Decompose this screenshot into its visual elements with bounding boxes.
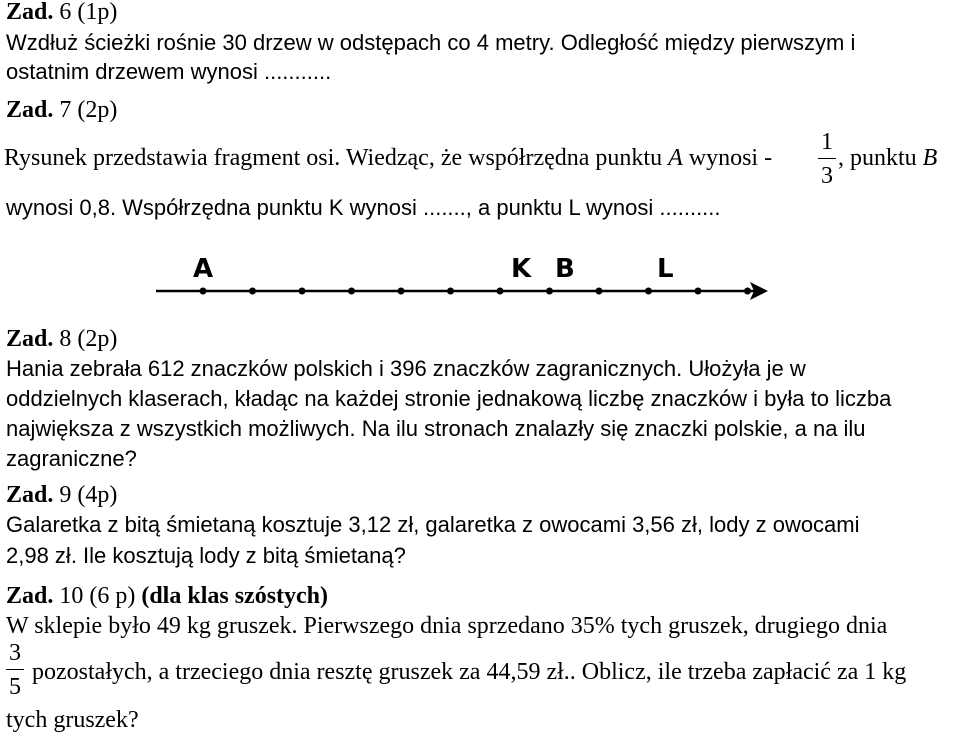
zad6-points: (1p) [77,0,118,25]
zad10-line3: tych gruszek? [6,707,139,733]
zad9-heading [6,483,117,507]
axis-tick [398,288,405,295]
zad7-line1: Rysunek przedstawia fragment osi. Wiedząc, że współrzędna punktu A wynosi - [4,145,773,171]
axis-tick [596,288,603,295]
zad9-points: (4p) [77,482,118,508]
axis-tick [447,288,454,295]
zad7-line2: wynosi 0,8. Współrzędna punktu K wynosi ......., a punktu L wynosi .......... [6,195,721,220]
zad6-line2: ostatnim drzewem wynosi ........... [6,59,332,84]
zad10-points: (6 p) [89,583,136,609]
zad7-line1-end: , punktu B [838,145,938,171]
zad7-number: 7 [59,97,72,123]
zad8-heading [6,327,117,351]
zad7-frac-num: 1 [821,129,833,155]
axis-label-k: K [511,254,532,284]
axis-tick [299,288,306,295]
point-b-name: B [922,145,938,171]
point-a-name: A [668,145,683,171]
axis-label-l: L [657,254,674,284]
zad10-line2: pozostałych, a trzeciego dnia resztę gruszek za 44,59 zł.. Oblicz, ile trzeba zapłacić za 1 kg [32,659,907,685]
zad7-heading [6,98,117,122]
axis-tick [744,288,751,295]
zad10-extra: (dla klas szóstych) [141,583,329,609]
zad9-label: Zad. [6,482,54,508]
zad9-line2: 2,98 zł. Ile kosztują lody z bitą śmietaną? [6,543,406,568]
axis-tick [348,288,355,295]
axis-tick [200,288,207,295]
zad10-frac-den: 5 [9,674,21,700]
zad9-number: 9 [59,482,72,508]
zad8-number: 8 [59,326,72,352]
zad8-line2: oddzielnych klaserach, kładąc na każdej stronie jednakową liczbę znaczków i była to liczba [6,386,892,411]
zad8-points: (2p) [77,326,118,352]
zad7-points: (2p) [77,97,118,123]
zad10-fraction [6,641,24,699]
axis-ticks [200,288,752,295]
axis-arrow [750,282,768,300]
zad8-line3: największa z wszystkich możliwych. Na ilu stronach znalazły się znaczki polskie, a na ilu [6,416,866,441]
zad6-line1: Wzdłuż ścieżki rośnie 30 drzew w odstępach co 4 metry. Odległość między pierwszym i [6,30,856,55]
zad10-number: 10 [59,583,84,609]
zad6-label: Zad. [6,0,54,25]
zad7-fraction [818,130,836,188]
zad10-frac-num: 3 [9,640,21,666]
zad6-heading [6,0,117,24]
zad7-frac-den: 3 [821,163,833,189]
axis-label-b: B [555,254,575,284]
axis-tick [249,288,256,295]
axis-tick [645,288,652,295]
axis-tick [497,288,504,295]
zad8-line4: zagraniczne? [6,446,137,471]
zad9-line1: Galaretka z bitą śmietaną kosztuje 3,12 zł, galaretka z owocami 3,56 zł, lody z owocami [6,512,860,537]
axis-tick [695,288,702,295]
axis-label-a: A [193,254,214,284]
zad8-line1: Hania zebrała 612 znaczków polskich i 396 znaczków zagranicznych. Ułożyła je w [6,356,806,381]
zad10-label: Zad. [6,583,54,609]
zad6-number: 6 [59,0,72,25]
zad8-label: Zad. [6,326,54,352]
axis-tick [546,288,553,295]
zad10-line1: W sklepie było 49 kg gruszek. Pierwszego dnia sprzedano 35% tych gruszek, drugiego dnia [6,613,888,639]
zad7-label: Zad. [6,97,54,123]
zad10-heading [6,584,328,608]
